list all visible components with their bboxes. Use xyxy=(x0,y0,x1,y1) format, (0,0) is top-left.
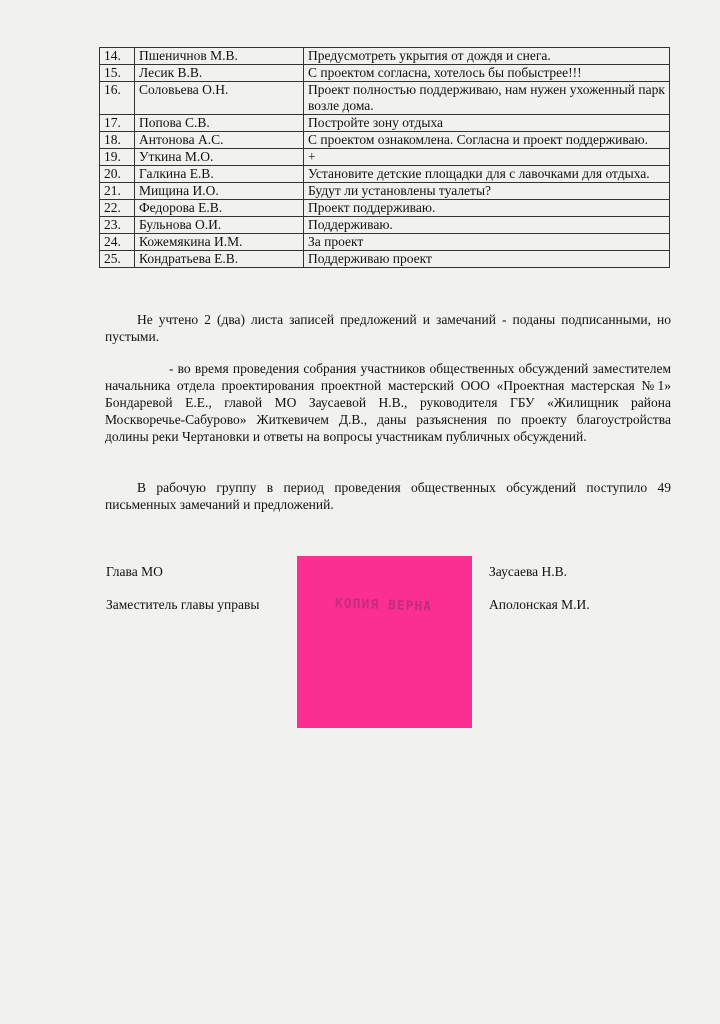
participant-comment: Постройте зону отдыха xyxy=(304,115,670,132)
participant-name: Пшеничнов М.В. xyxy=(135,48,304,65)
participant-comment: Предусмотреть укрытия от дождя и снега. xyxy=(304,48,670,65)
table-row xyxy=(100,217,670,234)
row-number: 25. xyxy=(100,251,135,268)
participant-name: Лесик В.В. xyxy=(135,65,304,82)
table-row xyxy=(100,183,670,200)
row-number: 18. xyxy=(100,132,135,149)
table-row xyxy=(100,251,670,268)
table-row xyxy=(100,200,670,217)
signature-name-head: Заусаева Н.В. xyxy=(489,564,568,579)
participant-name: Галкина Е.В. xyxy=(135,166,304,183)
row-number: 17. xyxy=(100,115,135,132)
participant-comment: С проектом согласна, хотелось бы побыстрее!!! xyxy=(304,65,670,82)
row-number: 22. xyxy=(100,200,135,217)
participant-name: Федорова Е.В. xyxy=(135,200,304,217)
participant-comment: Проект полностью поддерживаю, нам нужен ухоженный парк возле дома. xyxy=(304,82,670,115)
table-row xyxy=(100,234,670,251)
participant-name: Кондратьева Е.В. xyxy=(135,251,304,268)
row-number: 20. xyxy=(100,166,135,183)
table-row xyxy=(100,115,670,132)
clarifications-text: - во время проведения собрания участников общественных обсуждений заместителем начальника отдела проектирования проектной мастерский ООО «Проектная мастерская №1» Бондаревой Е.Е., главой МО Заусаевой Н.В., руководителя ГБУ «Жилищник района Москворечье-Сабурово» Житкевичем Д.В., даны разъяснения по проекту благоустройства долины реки Чертановки и ответы на вопросы участникам публичных обсуждений. xyxy=(105,361,671,444)
participant-name: Соловьева О.Н. xyxy=(135,82,304,115)
copy-certified-stamp-text: КОПИЯ ВЕРНА xyxy=(334,596,433,615)
participant-name: Уткина М.О. xyxy=(135,149,304,166)
table-row xyxy=(100,48,670,65)
pink-sticker-stamp xyxy=(297,556,472,728)
received-text: В рабочую группу в период проведения общественных обсуждений поступило 49 письменных замечаний и предложений. xyxy=(105,480,671,512)
participant-comment: Установите детские площадки для с лавочками для отдыха. xyxy=(304,166,670,183)
row-number: 14. xyxy=(100,48,135,65)
row-number: 21. xyxy=(100,183,135,200)
table-row xyxy=(100,82,670,115)
participant-comment: С проектом ознакомлена. Согласна и проект поддерживаю. xyxy=(304,132,670,149)
row-number: 15. xyxy=(100,65,135,82)
row-number: 19. xyxy=(100,149,135,166)
participant-comment: Проект поддерживаю. xyxy=(304,200,670,217)
participant-comment: Поддерживаю проект xyxy=(304,251,670,268)
participant-name: Попова С.В. xyxy=(135,115,304,132)
participant-name: Бульнова О.И. xyxy=(135,217,304,234)
not-counted-text: Не учтено 2 (два) листа записей предложений и замечаний - поданы подписанными, но пустыми. xyxy=(105,312,671,344)
received-paragraph xyxy=(105,479,671,513)
participant-comment: + xyxy=(304,149,670,166)
table-row xyxy=(100,149,670,166)
comments-table xyxy=(99,47,670,268)
participant-name: Мищина И.О. xyxy=(135,183,304,200)
signature-name-deputy: Аполонская М.И. xyxy=(489,597,590,612)
clarifications-paragraph xyxy=(105,360,671,445)
signature-title-deputy: Заместитель главы управы xyxy=(106,597,260,612)
row-number: 16. xyxy=(100,82,135,115)
table-row xyxy=(100,65,670,82)
participant-comment: Поддерживаю. xyxy=(304,217,670,234)
row-number: 23. xyxy=(100,217,135,234)
participant-name: Кожемякина И.М. xyxy=(135,234,304,251)
table-row xyxy=(100,132,670,149)
participant-comment: Будут ли установлены туалеты? xyxy=(304,183,670,200)
row-number: 24. xyxy=(100,234,135,251)
participant-comment: За проект xyxy=(304,234,670,251)
signature-title-head: Глава МО xyxy=(106,564,163,579)
not-counted-paragraph xyxy=(105,311,671,345)
table-row xyxy=(100,166,670,183)
participant-name: Антонова А.С. xyxy=(135,132,304,149)
